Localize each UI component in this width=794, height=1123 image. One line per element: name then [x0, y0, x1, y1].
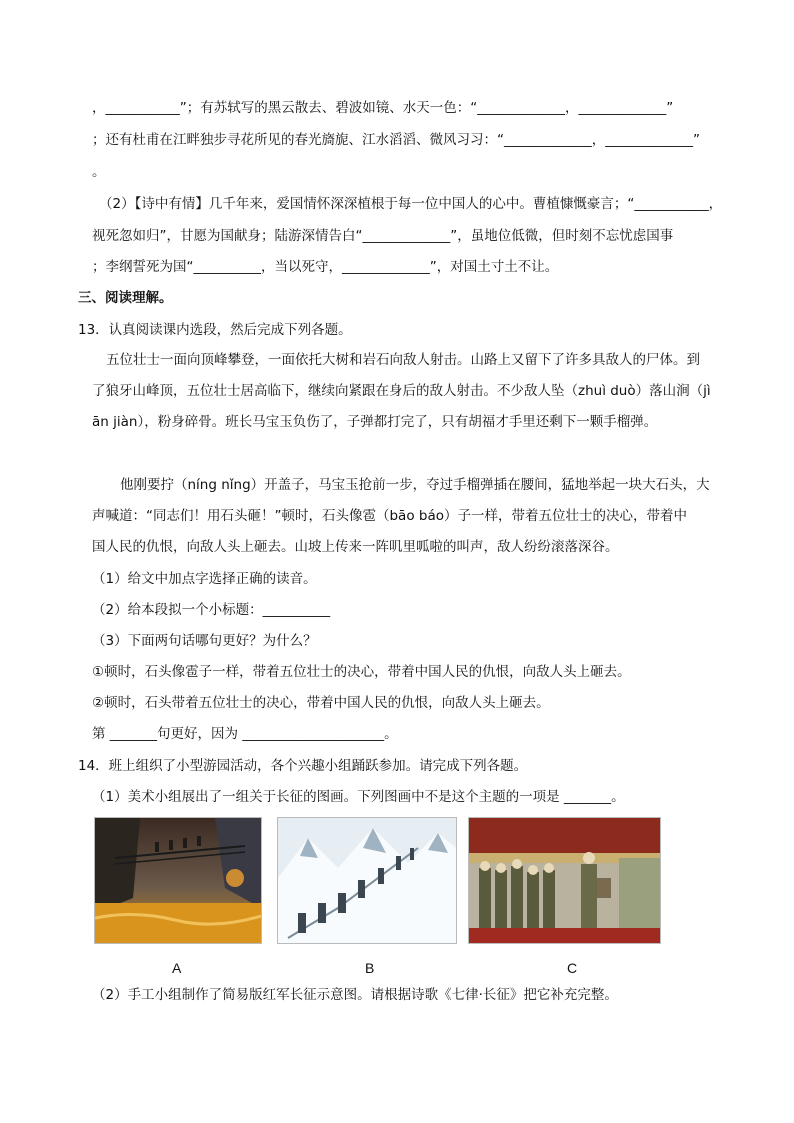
- painting-b-label: B: [365, 960, 375, 976]
- passage-1-line: ān jiàn），粉身碎骨。班长马宝玉负伤了，子弹都打完了，只有胡福才手里还剩下一颗手榴弹。: [92, 414, 658, 430]
- question-13-intro: 13．认真阅读课内选段，然后完成下列各题。: [78, 322, 352, 338]
- question-2-line-2: 视死忽如归”，甘愿为国献身；陆游深情告白“_____________”，虽地位低微，但时刻不忘忧虑国事: [92, 228, 674, 244]
- painting-a-label: A: [172, 960, 182, 976]
- passage-2-line: 声喊道：“同志们！用石头砸！”顿时，石头像雹（bāo báo）子一样，带着五位壮士的决心，带着中: [92, 508, 687, 524]
- passage-1-line: 五位壮士一面向顶峰攀登，一面依托大树和岩石向敌人射击。山路上又留下了许多具敌人的尸体。到: [106, 352, 700, 368]
- question-13-sub-3: （3）下面两句话哪句更好？为什么？: [92, 633, 317, 649]
- question-2-line-1: （2）【诗中有情】几千年来，爱国情怀深深植根于每一位中国人的心中。曹植慷慨豪言；“___________，: [99, 196, 723, 212]
- poetry-line-1: ，___________”；有苏轼写的黑云散去、碧波如镜、水天一色：“_____________，_____________”: [92, 100, 674, 116]
- answer-line: 第 _______句更好，因为 _____________________。: [92, 726, 398, 742]
- question-13-sub-2: （2）给本段拟一个小标题：__________: [92, 602, 331, 618]
- poetry-line-2: ；还有杜甫在江畔独步寻花所见的春光旖旎、江水滔滔、微风习习：“_____________，_____________”: [92, 132, 700, 148]
- option-2: ②顿时，石头带着五位壮士的决心，带着中国人民的仇恨，向敌人头上砸去。: [92, 695, 550, 711]
- question-14-sub-2: （2）手工小组制作了简易版红军长征示意图。请根据诗歌《七律·长征》把它补充完整。: [92, 987, 618, 1003]
- question-2-line-3: ；李纲誓死为国“__________，当以死守，_____________”，对国土寸土不让。: [92, 259, 559, 275]
- question-13-sub-1: （1）给文中加点字选择正确的读音。: [92, 571, 317, 587]
- section-heading: 三、阅读理解。: [78, 290, 173, 306]
- painting-c-image[interactable]: [468, 817, 661, 944]
- passage-2-line: 他刚要拧（níng nǐng）开盖子，马宝玉抢前一步，夺过手榴弹插在腰间，猛地举起一块大石头，大: [120, 477, 710, 493]
- question-14-sub-1: （1）美术小组展出了一组关于长征的图画。下列图画中不是这个主题的一项是 _______。: [92, 789, 625, 805]
- passage-1-line: 了狼牙山峰顶，五位壮士居高临下，继续向紧跟在身后的敌人射击。不少敌人坠（zhuì duò）落山涧（jì: [92, 383, 711, 399]
- painting-a-image[interactable]: [94, 817, 262, 944]
- painting-c-label: C: [567, 960, 578, 976]
- option-1: ①顿时，石头像雹子一样，带着五位壮士的决心，带着中国人民的仇恨，向敌人头上砸去。: [92, 664, 631, 680]
- question-14-intro: 14．班上组织了小型游园活动，各个兴趣小组踊跃参加。请完成下列各题。: [78, 758, 528, 774]
- poetry-line-3: 。: [92, 164, 106, 180]
- passage-2-line: 国人民的仇恨，向敌人头上砸去。山坡上传来一阵叽里呱啦的叫声，敌人纷纷滚落深谷。: [92, 539, 619, 555]
- painting-b-image[interactable]: [277, 817, 457, 944]
